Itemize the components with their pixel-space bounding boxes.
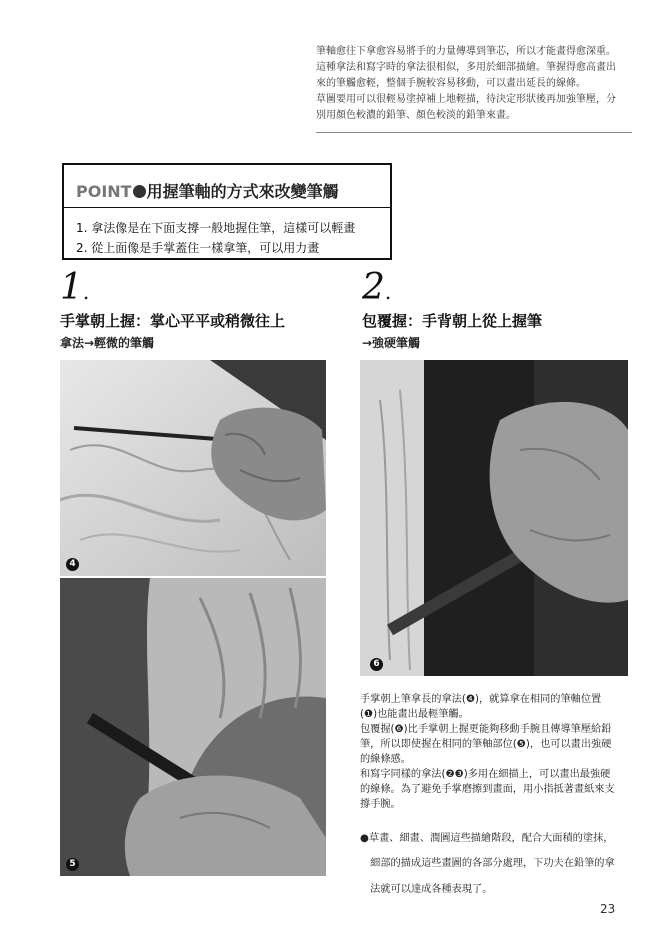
description-line: 筆，所以即使握在相同的筆軸部位(❺)，也可以畫出強硬 [360, 739, 612, 750]
point-heading [76, 179, 339, 202]
bullet-dot-icon [133, 185, 146, 198]
section-1-subtitle: 拿法→輕微的筆觸 [60, 336, 155, 350]
point-item: 2. 從上面像是手掌蓋住一樣拿筆，可以用力畫 [76, 241, 320, 255]
note-line: ●草畫、細畫、潤圖這些描繪階段，配合大面積的塗抹， [360, 833, 614, 845]
section-1-title: 手掌朝上握：掌心平平或稍微往上 [60, 312, 286, 330]
note-line: 法就可以達成各種表現了。 [360, 883, 493, 895]
photo-underhand-grip-image [60, 360, 326, 576]
photo-badge: 5 [66, 858, 79, 871]
description-line: 手掌朝上筆拿長的拿法(❹)，就算拿在相同的筆軸位置 [360, 694, 602, 705]
photo-overhand-grip [360, 360, 628, 676]
description-line: 和寫字同樣的拿法(❷❸)多用在細描上，可以畫出最強硬 [360, 769, 611, 780]
point-title: 用握筆軸的方式來改變筆觸 [146, 182, 339, 201]
description-line: (❶)也能畫出最輕筆觸。 [360, 709, 469, 720]
point-divider [64, 207, 390, 208]
photo-writing-grip-image [60, 578, 326, 876]
point-box [62, 163, 392, 260]
section-2-number: 2. [362, 267, 392, 308]
photo-writing-grip [60, 578, 326, 876]
photo-overhand-grip-image [360, 360, 628, 676]
description-line: 包覆握(❻)比手掌朝上握更能夠移動手腕且傳導筆壓給鉛 [360, 724, 612, 735]
photo-badge: 6 [370, 658, 383, 671]
intro-line: 別用顏色較濃的鉛筆、顏色較淡的鉛筆來畫。 [316, 110, 516, 121]
top-divider [316, 132, 632, 133]
photo-underhand-grip [60, 360, 326, 576]
section-1-number: 1. [60, 267, 90, 308]
page-number: 23 [600, 902, 616, 916]
description-line: 的線條感。 [360, 754, 411, 765]
intro-line: 來的筆觸愈輕，整個手腕較容易移動，可以畫出延長的線條。 [316, 78, 586, 89]
note-line: 細部的描成這些畫圖的各部分處理，下功夫在鉛筆的拿 [360, 858, 615, 870]
intro-line: 這種拿法和寫字時的拿法很相似，多用於細部描繪。筆握得愈高畫出 [316, 62, 616, 73]
description-line: 的線條。為了避免手掌磨擦到畫面，用小指抵著畫紙來支 [360, 784, 615, 795]
grip-description [360, 692, 632, 812]
bullet-note [360, 821, 632, 907]
intro-line: 草圖要用可以很輕易塗掉補上地輕描，待決定形狀後再加強筆壓，分 [316, 94, 616, 105]
description-line: 撐手腕。 [360, 799, 401, 810]
intro-line: 筆軸愈往下拿愈容易將手的力量傳導到筆芯，所以才能畫得愈深重。 [316, 46, 616, 57]
intro-paragraph [316, 44, 638, 124]
section-2-subtitle: →強硬筆觸 [362, 336, 421, 350]
point-item: 1. 拿法像是在下面支撐一般地握住筆，這樣可以輕畫 [76, 221, 356, 235]
photo-badge: 4 [66, 558, 79, 571]
point-label: POINT [76, 182, 132, 201]
section-2-title: 包覆握：手背朝上從上握筆 [362, 312, 543, 330]
